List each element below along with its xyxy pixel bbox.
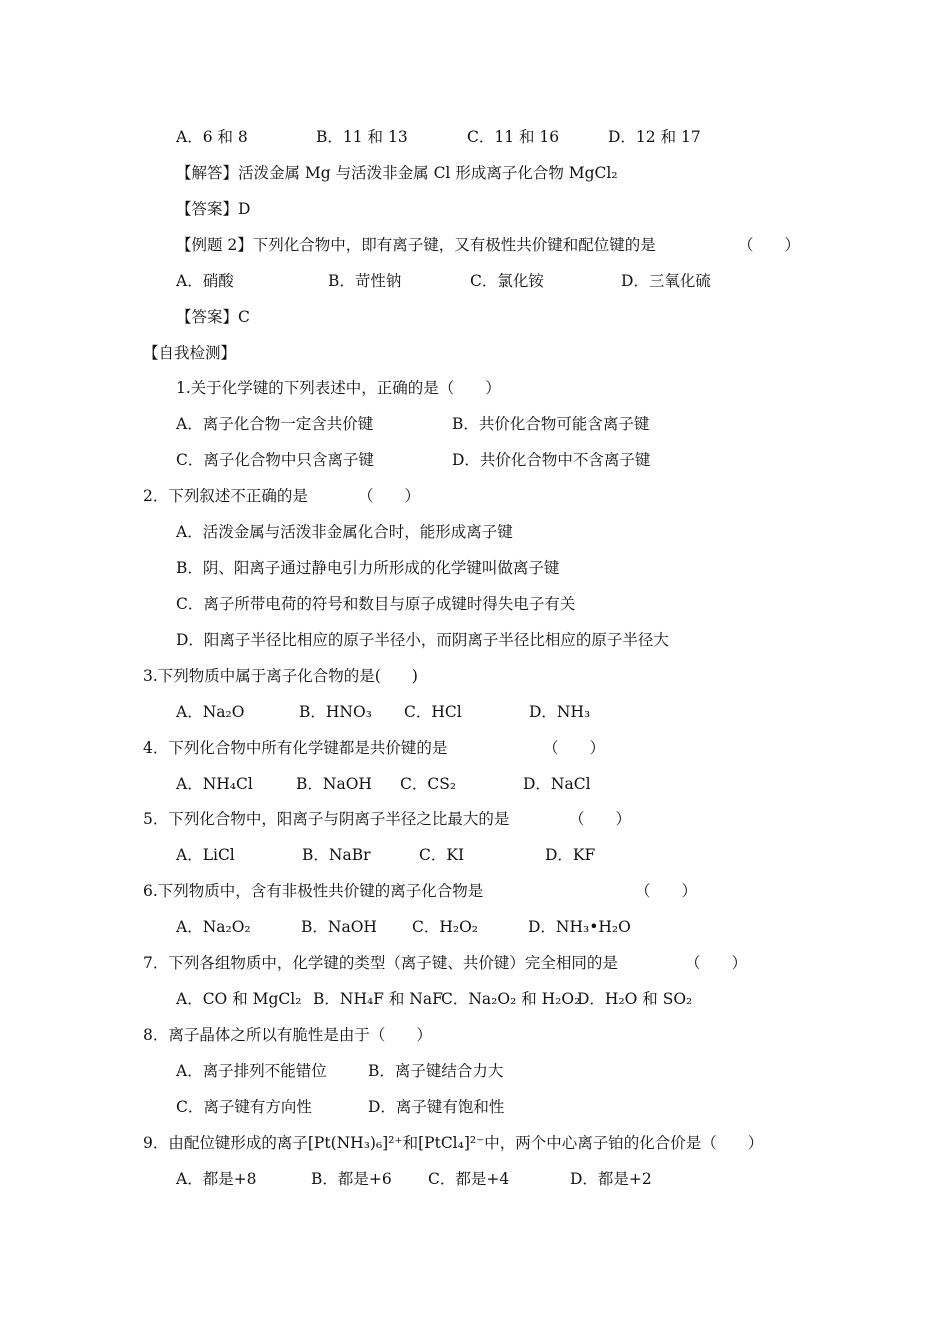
option-c: C．Na₂O₂ 和 H₂O₂ xyxy=(441,990,581,1008)
question-stem: 2．下列叙述不正确的是 xyxy=(143,487,308,505)
answer-explanation: 【解答】活泼金属 Mg 与活泼非金属 Cl 形成离子化合物 MgCl₂ xyxy=(176,164,618,182)
option-a: A．离子化合物一定含共价键 xyxy=(176,415,374,433)
option-d: D．共价化合物中不含离子键 xyxy=(452,451,651,469)
question-stem: 3.下列物质中属于离子化合物的是( ) xyxy=(143,667,418,685)
option-c: C．CS₂ xyxy=(400,775,457,793)
option-c: C．KI xyxy=(419,846,465,864)
option-c: C．都是+4 xyxy=(428,1170,510,1188)
option-b: B．苛性钠 xyxy=(328,272,402,290)
option-d: D．NH₃ xyxy=(529,703,591,721)
option-c: C．离子键有方向性 xyxy=(176,1098,312,1116)
option-b: B．NaOH xyxy=(301,918,377,936)
option-d: D．NH₃•H₂O xyxy=(528,918,631,936)
option-d: D．阳离子半径比相应的原子半径小，而阴离子半径比相应的原子半径大 xyxy=(176,631,669,649)
option-a: A．CO 和 MgCl₂ xyxy=(176,990,302,1008)
answer-blank: （ ） xyxy=(685,954,748,972)
option-c: C．离子所带电荷的符号和数目与原子成键时得失电子有关 xyxy=(176,595,576,613)
option-b: B．HNO₃ xyxy=(299,703,372,721)
answer-label: 【答案】D xyxy=(176,200,251,218)
option-d: D．离子键有饱和性 xyxy=(368,1098,505,1116)
question-stem: 6.下列物质中，含有非极性共价键的离子化合物是 xyxy=(143,882,484,900)
section-heading: 【自我检测】 xyxy=(143,344,237,362)
option-a: A．6 和 8 xyxy=(176,128,248,146)
option-a: A．硝酸 xyxy=(176,272,234,290)
option-d: D．KF xyxy=(545,846,596,864)
question-stem: 7．下列各组物质中，化学键的类型（离子键、共价键）完全相同的是 xyxy=(143,954,618,972)
question-stem: 1.关于化学键的下列表述中，正确的是（ ） xyxy=(176,379,501,397)
option-b: B．NH₄F 和 NaF xyxy=(313,990,443,1008)
option-a: A．NH₄Cl xyxy=(176,775,253,793)
example-stem: 【例题 2】下列化合物中，即有离子键，又有极性共价键和配位键的是 xyxy=(176,236,656,254)
question-stem: 4．下列化合物中所有化学键都是共价键的是 xyxy=(143,739,448,757)
option-b: B．NaBr xyxy=(302,846,371,864)
option-b: B．都是+6 xyxy=(311,1170,392,1188)
question-stem: 5．下列化合物中，阳离子与阴离子半径之比最大的是 xyxy=(143,810,510,828)
option-c: C．离子化合物中只含离子键 xyxy=(176,451,374,469)
option-b: B．阴、阳离子通过静电引力所形成的化学键叫做离子键 xyxy=(176,559,560,577)
answer-blank: （ ） xyxy=(569,810,632,828)
answer-blank: （ ） xyxy=(543,739,606,757)
answer-blank: （ ） xyxy=(738,236,801,254)
option-c: C．氯化铵 xyxy=(470,272,544,290)
option-a: A．活泼金属与活泼非金属化合时，能形成离子键 xyxy=(176,523,513,541)
option-d: D．H₂O 和 SO₂ xyxy=(577,990,693,1008)
answer-label: 【答案】C xyxy=(176,308,250,326)
option-d: D．12 和 17 xyxy=(608,128,701,146)
option-d: D．NaCl xyxy=(523,775,591,793)
question-stem: 8．离子晶体之所以有脆性是由于（ ） xyxy=(143,1026,432,1044)
option-a: A．离子排列不能错位 xyxy=(176,1062,327,1080)
option-b: B．离子键结合力大 xyxy=(368,1062,504,1080)
option-c: C．HCl xyxy=(404,703,462,721)
answer-blank: （ ） xyxy=(358,487,421,505)
option-c: C．11 和 16 xyxy=(467,128,560,146)
option-a: A．都是+8 xyxy=(176,1170,257,1188)
option-a: A．LiCl xyxy=(176,846,235,864)
answer-blank: （ ） xyxy=(635,882,698,900)
option-b: B．11 和 13 xyxy=(316,128,408,146)
option-a: A．Na₂O₂ xyxy=(176,918,251,936)
question-stem: 9．由配位键形成的离子[Pt(NH₃)₆]²⁺和[PtCl₄]²⁻中，两个中心离子铂的化合价是（ ） xyxy=(143,1134,764,1152)
option-b: B．共价化合物可能含离子键 xyxy=(452,415,650,433)
option-c: C．H₂O₂ xyxy=(412,918,479,936)
option-b: B．NaOH xyxy=(296,775,372,793)
option-d: D．三氧化硫 xyxy=(621,272,711,290)
option-d: D．都是+2 xyxy=(570,1170,652,1188)
option-a: A．Na₂O xyxy=(176,703,245,721)
